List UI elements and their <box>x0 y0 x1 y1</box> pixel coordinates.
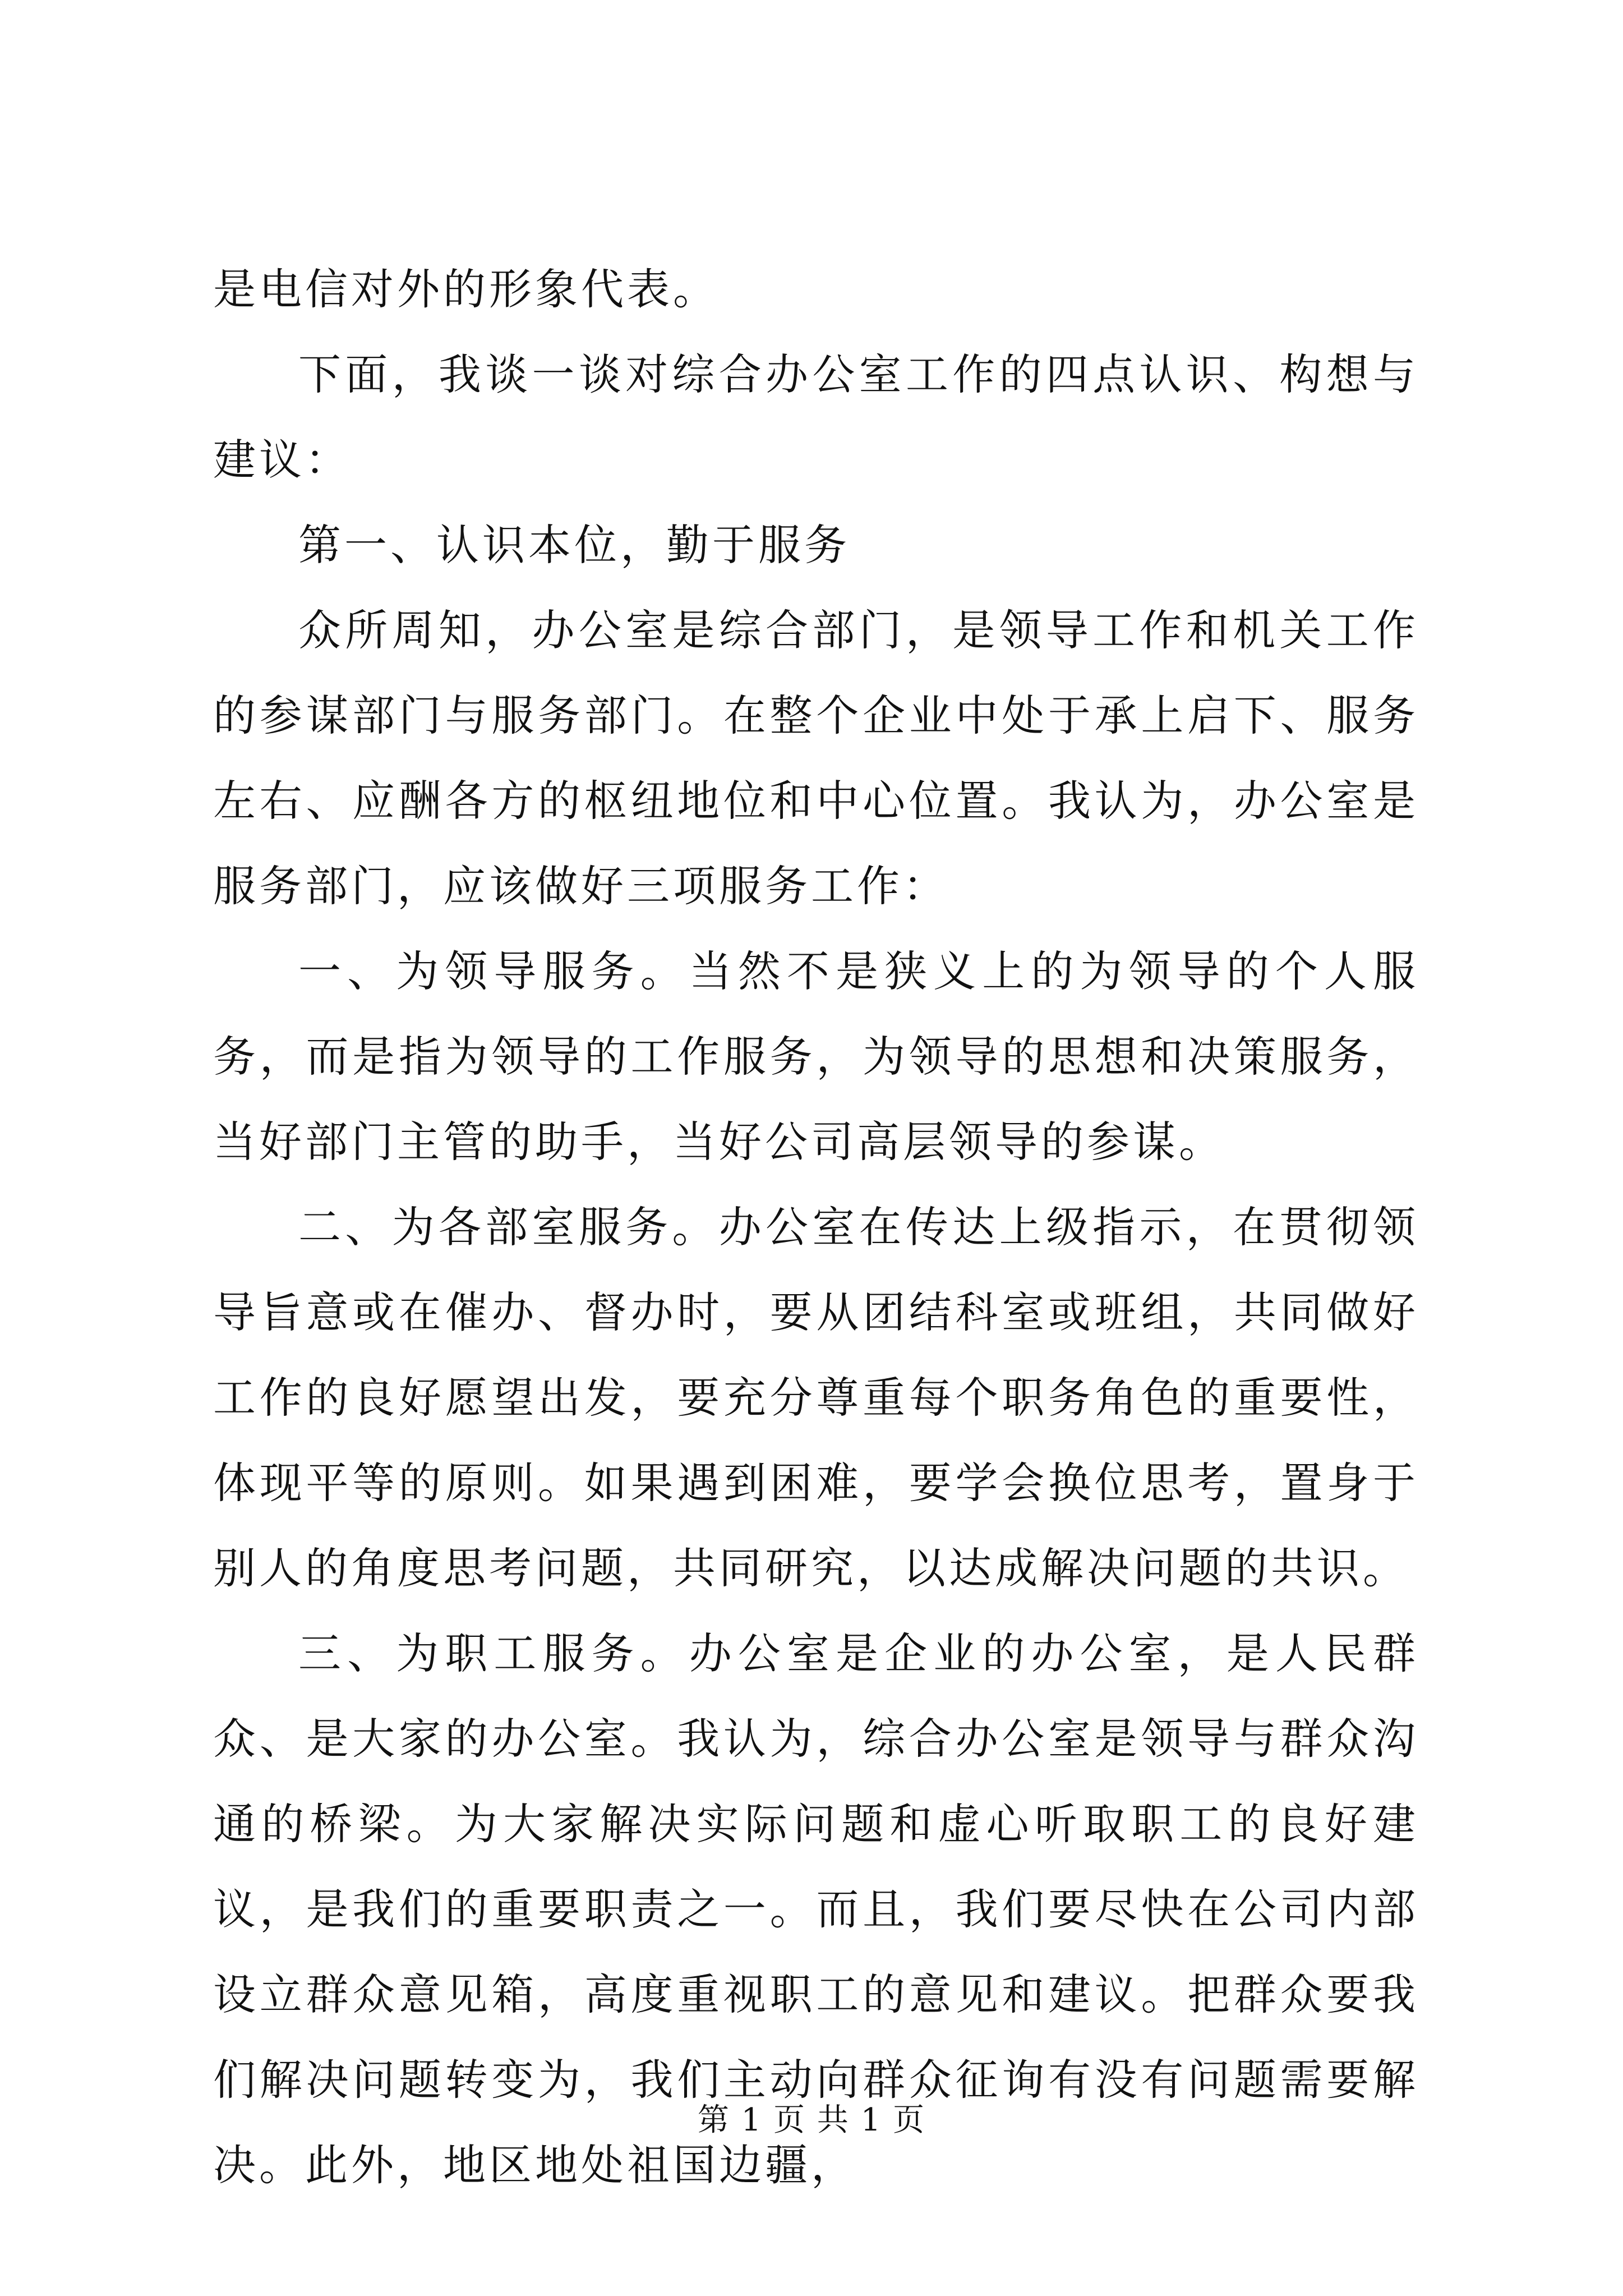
paragraph-5: 二、为各部室服务。办公室在传达上级指示，在贯彻领导旨意或在催办、督办时，要从团结科室或班组，共同做好工作的良好愿望出发，要充分尊重每个职务角色的重要性，体现平等的原则。如果遇到困难，要学会换位思考，置身于别人的角度思考问题，共同研究，以达成解决问题的共识。 <box>213 1202 1419 1593</box>
page-footer: 第 1 页 共 1 页 <box>697 2102 926 2138</box>
document-body <box>213 247 1419 2208</box>
paragraph-4: 一、为领导服务。当然不是狭义上的为领导的个人服务，而是指为领导的工作服务，为领导的思想和决策服务，当好部门主管的助手，当好公司高层领导的参谋。 <box>213 946 1419 1167</box>
paragraph-6: 三、为职工服务。办公室是企业的办公室，是人民群众、是大家的办公室。我认为，综合办公室是领导与群众沟通的桥梁。为大家解决实际问题和虚心听取职工的良好建议，是我们的重要职责之一。而且，我们要尽快在公司内部设立群众意见箱，高度重视职工的意见和建议。把群众要我们解决问题转变为，我们主动向群众征询有没有问题需要解决。此外，地区地处祖国边疆， <box>213 1628 1419 2190</box>
paragraph-2: 下面，我谈一谈对综合办公室工作的四点认识、构想与建议： <box>213 349 1419 485</box>
paragraph-1: 是电信对外的形象代表。 <box>213 264 719 314</box>
section-heading-1: 第一、认识本位，勤于服务 <box>298 520 850 570</box>
paragraph-3: 众所周知，办公室是综合部门，是领导工作和机关工作的参谋部门与服务部门。在整个企业中处于承上启下、服务左右、应酬各方的枢纽地位和中心位置。我认为，办公室是服务部门，应该做好三项服务工作： <box>213 605 1419 911</box>
